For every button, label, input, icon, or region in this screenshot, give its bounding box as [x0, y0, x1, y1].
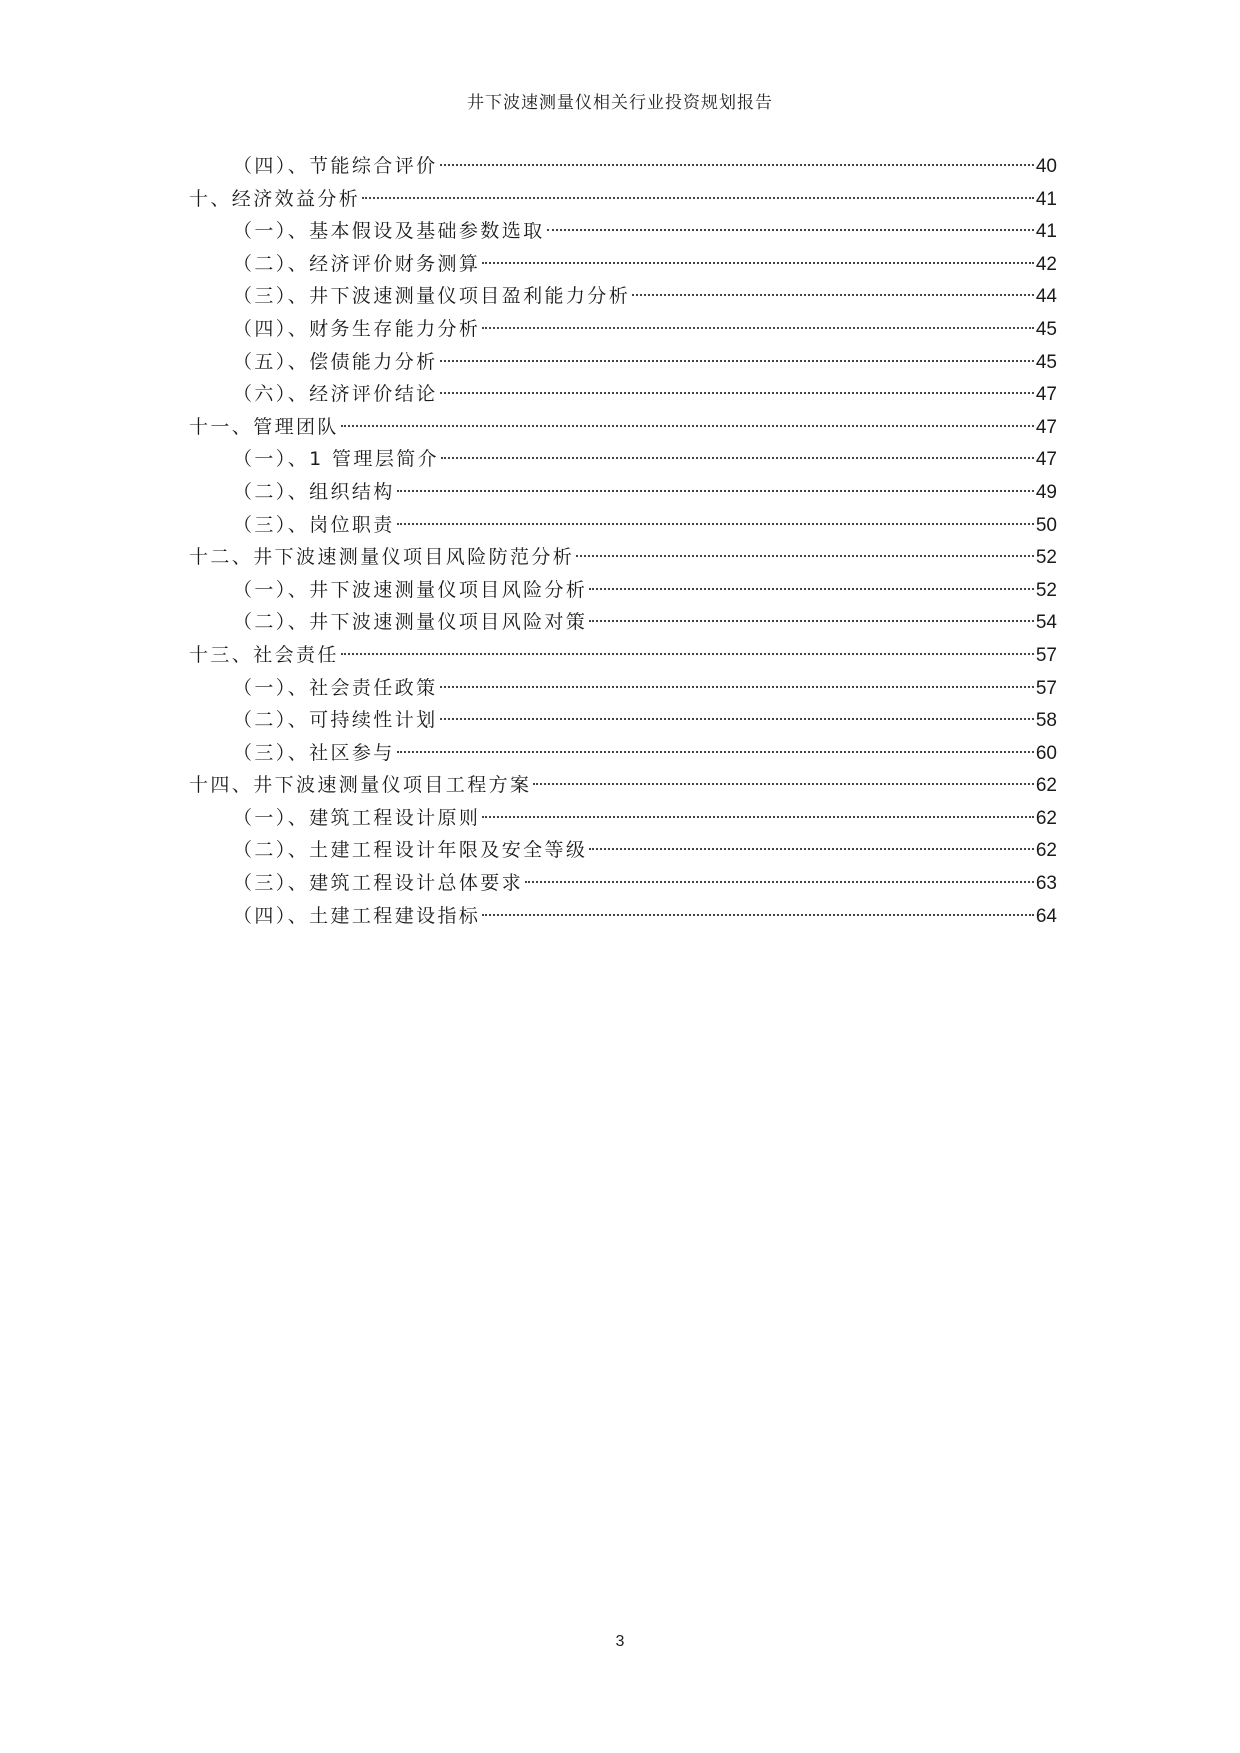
toc-entry-label: （三）、建筑工程设计总体要求 — [233, 872, 524, 895]
toc-entry-label: （一）、建筑工程设计原则 — [233, 806, 481, 829]
toc-entry-page: 40 — [1035, 156, 1057, 177]
toc-dot-leader — [440, 164, 1034, 166]
toc-entry-page: 47 — [1035, 384, 1057, 406]
toc-entry-label: （二）、土建工程设计年限及安全等级 — [233, 839, 588, 862]
toc-entry-page: 57 — [1035, 677, 1057, 699]
toc-entry-page: 52 — [1035, 579, 1057, 601]
toc-entry-label: （三）、社区参与 — [233, 741, 395, 764]
table-of-contents — [189, 150, 1057, 932]
toc-entry-label: 十二、井下波速测量仪项目风险防范分析 — [189, 546, 575, 569]
toc-entry[interactable] — [189, 867, 1057, 900]
toc-dot-leader — [632, 294, 1034, 296]
toc-entry-label: （五）、偿债能力分析 — [233, 350, 438, 373]
toc-entry[interactable] — [189, 280, 1057, 313]
toc-dot-leader — [589, 620, 1034, 622]
toc-entry[interactable] — [189, 248, 1057, 281]
toc-entry-page: 54 — [1035, 612, 1057, 634]
toc-dot-leader — [482, 914, 1034, 916]
toc-entry[interactable] — [189, 313, 1057, 346]
toc-entry-label: 十一、管理团队 — [189, 415, 339, 438]
toc-dot-leader — [397, 523, 1034, 525]
toc-entry[interactable] — [189, 443, 1057, 476]
toc-entry[interactable] — [189, 834, 1057, 867]
toc-entry-page: 60 — [1035, 742, 1057, 764]
toc-dot-leader — [440, 360, 1034, 362]
toc-dot-leader — [440, 718, 1034, 720]
toc-entry-page: 47 — [1035, 416, 1057, 438]
toc-entry-page: 64 — [1035, 905, 1057, 927]
toc-entry-label: （四）、节能综合评价 — [233, 155, 438, 177]
toc-dot-leader — [397, 490, 1034, 492]
toc-entry-page: 62 — [1035, 807, 1057, 829]
toc-entry[interactable] — [189, 411, 1057, 444]
toc-dot-leader — [440, 686, 1034, 688]
toc-entry-page: 50 — [1035, 514, 1057, 536]
page-number: 3 — [615, 1633, 625, 1650]
toc-entry-label: （二）、可持续性计划 — [233, 709, 438, 732]
toc-dot-leader — [341, 653, 1034, 655]
toc-entry-label: （一）、1 管理层简介 — [233, 448, 440, 471]
toc-entry-page: 62 — [1035, 840, 1057, 862]
page-header-title: 井下波速测量仪相关行业投资规划报告 — [467, 93, 773, 113]
toc-entry[interactable] — [189, 215, 1057, 248]
toc-entry[interactable] — [189, 704, 1057, 737]
toc-entry[interactable] — [189, 541, 1057, 574]
toc-dot-leader — [525, 881, 1034, 883]
toc-entry-page: 63 — [1035, 873, 1057, 895]
toc-entry-label: （一）、基本假设及基础参数选取 — [233, 220, 545, 243]
toc-entry-label: （二）、组织结构 — [233, 480, 395, 503]
toc-entry-page: 45 — [1035, 318, 1057, 340]
toc-dot-leader — [482, 816, 1034, 818]
toc-entry-label: （一）、井下波速测量仪项目风险分析 — [233, 578, 588, 601]
toc-entry[interactable] — [189, 346, 1057, 379]
toc-entry-label: 十三、社会责任 — [189, 643, 339, 666]
toc-entry[interactable] — [189, 606, 1057, 639]
toc-entry[interactable] — [189, 476, 1057, 509]
toc-entry[interactable] — [189, 900, 1057, 933]
toc-dot-leader — [441, 457, 1034, 459]
toc-entry-page: 62 — [1035, 775, 1057, 797]
toc-entry[interactable] — [189, 639, 1057, 672]
toc-dot-leader — [482, 262, 1034, 264]
toc-dot-leader — [362, 197, 1034, 199]
toc-entry-label: （六）、经济评价结论 — [233, 383, 438, 406]
toc-dot-leader — [589, 848, 1034, 850]
toc-dot-leader — [533, 783, 1033, 785]
toc-entry-label: （二）、经济评价财务测算 — [233, 252, 481, 275]
toc-entry-page: 52 — [1035, 547, 1057, 569]
toc-entry-page: 45 — [1035, 351, 1057, 373]
toc-entry-page: 41 — [1035, 188, 1057, 210]
toc-dot-leader — [482, 327, 1034, 329]
toc-entry-page: 58 — [1035, 710, 1057, 732]
toc-entry-label: （二）、井下波速测量仪项目风险对策 — [233, 611, 588, 634]
toc-entry[interactable] — [189, 802, 1057, 835]
toc-entry-page: 41 — [1035, 221, 1057, 243]
toc-dot-leader — [589, 588, 1034, 590]
toc-entry-label: （一）、社会责任政策 — [233, 676, 438, 699]
toc-dot-leader — [576, 555, 1034, 557]
toc-entry[interactable] — [189, 574, 1057, 607]
toc-dot-leader — [341, 425, 1034, 427]
toc-entry-label: （三）、岗位职责 — [233, 513, 395, 536]
toc-entry[interactable] — [189, 183, 1057, 216]
toc-entry-label: （四）、财务生存能力分析 — [233, 317, 481, 340]
toc-entry-label: （四）、土建工程建设指标 — [233, 904, 481, 927]
toc-entry[interactable] — [189, 737, 1057, 770]
toc-entry-label: （三）、井下波速测量仪项目盈利能力分析 — [233, 285, 631, 308]
toc-entry-page: 44 — [1035, 286, 1057, 308]
toc-entry[interactable] — [189, 672, 1057, 705]
toc-entry[interactable] — [189, 509, 1057, 542]
toc-entry[interactable] — [189, 150, 1057, 183]
toc-entry-page: 42 — [1035, 253, 1057, 275]
toc-entry-page: 57 — [1035, 644, 1057, 666]
toc-entry[interactable] — [189, 378, 1057, 411]
toc-entry-label: 十四、井下波速测量仪项目工程方案 — [189, 774, 532, 797]
toc-entry[interactable] — [189, 769, 1057, 802]
toc-dot-leader — [440, 392, 1034, 394]
toc-entry-label: 十、经济效益分析 — [189, 187, 361, 210]
toc-entry-page: 49 — [1035, 481, 1057, 503]
toc-dot-leader — [547, 229, 1034, 231]
toc-dot-leader — [397, 751, 1034, 753]
toc-entry-page: 47 — [1035, 449, 1057, 471]
